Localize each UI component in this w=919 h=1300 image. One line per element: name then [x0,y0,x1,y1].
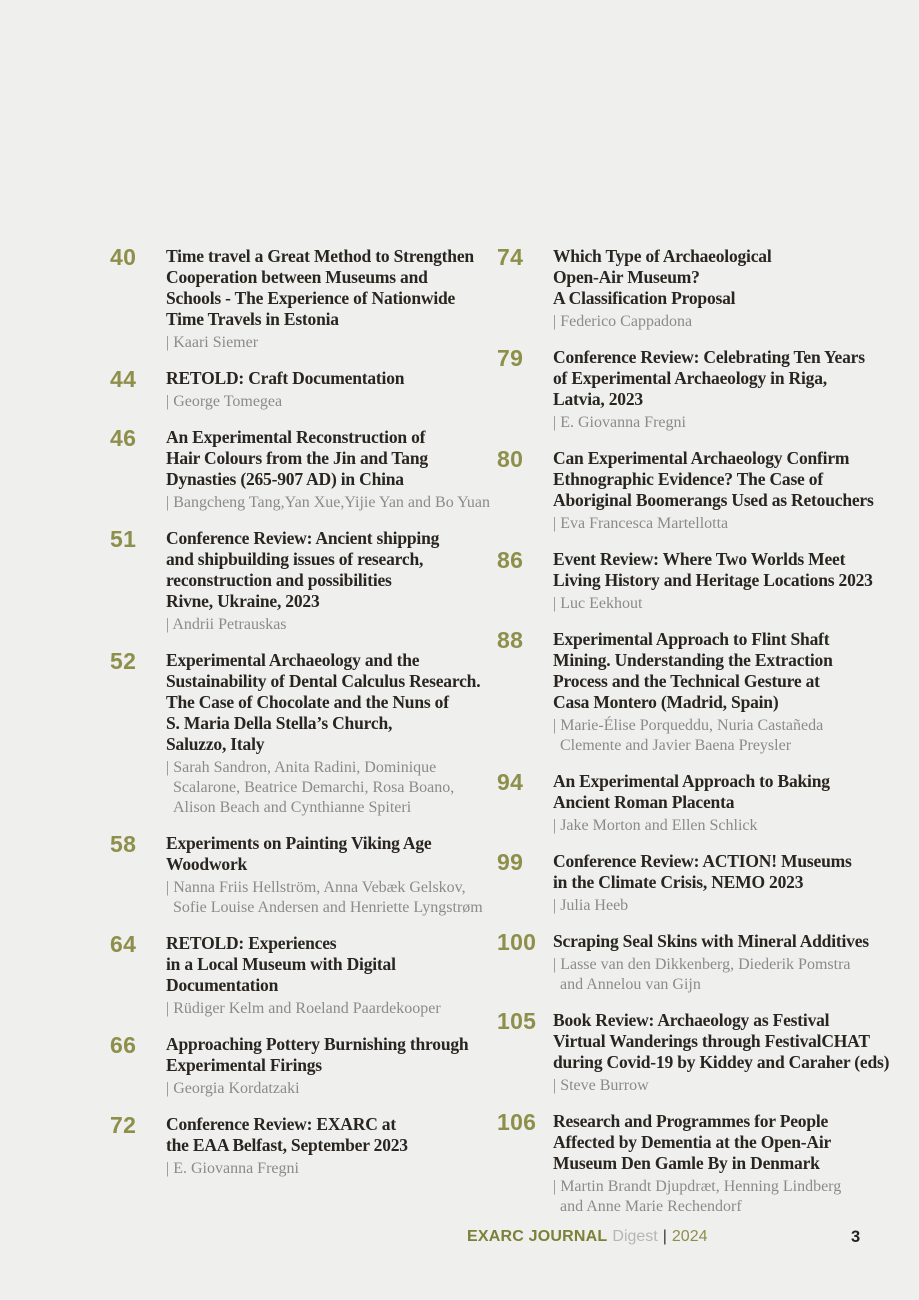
toc-entry-authors: | E. Giovanna Fregni [166,1160,299,1177]
toc-entry-page-number[interactable]: 86 [497,547,524,573]
toc-entry [110,1034,497,1099]
toc-entry [497,851,911,916]
toc-entry [497,1010,911,1096]
toc-entry-authors: | Rüdiger Kelm and Roeland Paardekooper [166,1000,441,1017]
toc-entry-page-number[interactable]: 100 [497,929,537,955]
toc-entry-body [553,1111,911,1217]
toc-entry-body [553,1010,911,1096]
toc-entry-body [166,933,497,1019]
toc-entry [497,1111,911,1217]
toc-entry-authors: | Jake Morton and Ellen Schlick [553,817,758,834]
toc-entry-authors: | Martin Brandt Djupdræt, Henning Lindberg and Anne Marie Rechendorf [553,1178,842,1215]
toc-entry-body [553,549,911,614]
toc-entry-body [166,1034,497,1099]
toc-entry [497,246,911,332]
toc-entry-title[interactable]: Can Experimental Archaeology Confirm Ethnographic Evidence? The Case of Aboriginal Boomerangs Used as Retouchers [553,448,874,510]
journal-name: EXARC JOURNAL [467,1228,608,1245]
toc-entry-body [553,246,911,332]
toc-entry-page-number[interactable]: 51 [110,526,137,552]
toc-entry-authors: | Georgia Kordatzaki [166,1080,300,1097]
toc-entry-title[interactable]: Scraping Seal Skins with Mineral Additives [553,931,869,951]
toc-entry-page-number[interactable]: 79 [497,345,524,371]
toc-entry [497,629,911,756]
footer-journal-line [467,1228,708,1246]
toc-entry-title[interactable]: Conference Review: Ancient shipping and shipbuilding issues of research, reconstruction and possibilities Rivne, Ukraine, 2023 [166,528,440,611]
toc-entry-authors: | Nanna Friis Hellström, Anna Vebæk Gelskov, Sofie Louise Andersen and Henriette Lyngstrøm [166,879,483,916]
toc-entry-authors: | Andrii Petrauskas [166,616,287,633]
toc-entry-title[interactable]: Conference Review: ACTION! Museums in the Climate Crisis, NEMO 2023 [553,851,852,892]
toc-entry-title[interactable]: Time travel a Great Method to Strengthen Cooperation between Museums and Schools - The Experience of Nationwide Time Travels in Estonia [166,246,474,329]
toc-entry [497,771,911,836]
toc-entry-title[interactable]: Experimental Approach to Flint Shaft Mining. Understanding the Extraction Process and the Technical Gesture at Casa Montero (Madrid, Spain) [553,629,833,712]
toc-entry-title[interactable]: RETOLD: Experiences in a Local Museum with Digital Documentation [166,933,396,995]
toc-entry-page-number[interactable]: 94 [497,769,524,795]
toc-entry [497,347,911,433]
journal-edition: Digest [612,1228,658,1245]
toc-entry [110,833,497,918]
page-number: 3 [851,1228,861,1246]
toc-entry-authors: | Eva Francesca Martellotta [553,515,729,532]
toc-entry-authors: | E. Giovanna Fregni [553,414,686,431]
toc-entry-body [166,368,497,412]
toc-entry-body [553,931,911,995]
toc-entry-page-number[interactable]: 99 [497,849,524,875]
toc-entry-page-number[interactable]: 106 [497,1109,537,1135]
toc-entry-body [166,650,497,818]
journal-year: 2024 [671,1228,708,1245]
toc-entry-authors: | Sarah Sandron, Anita Radini, Dominique Scalarone, Beatrice Demarchi, Rosa Boano, Alison Beach and Cynthianne Spiteri [166,759,455,816]
toc-entry [110,933,497,1019]
toc-entry-body [166,833,497,918]
toc-entry-title[interactable]: Conference Review: EXARC at the EAA Belfast, September 2023 [166,1114,408,1155]
toc-entry-body [553,629,911,756]
footer-separator: | [662,1228,667,1245]
toc-entry-body [166,528,497,635]
toc-entry-page-number[interactable]: 64 [110,931,137,957]
toc-entry-page-number[interactable]: 46 [110,425,137,451]
toc-entry [110,528,497,635]
toc-entry-authors: | Marie-Élise Porqueddu, Nuria Castañeda Clemente and Javier Baena Preysler [553,717,824,754]
toc-entry-page-number[interactable]: 44 [110,366,137,392]
toc-entry-page-number[interactable]: 74 [497,244,524,270]
toc-entry [110,650,497,818]
toc-entry-authors: | Federico Cappadona [553,313,693,330]
toc-entry [110,427,497,513]
toc-entry-title[interactable]: Book Review: Archaeology as Festival Virtual Wanderings through FestivalCHAT during Covid-19 by Kiddey and Caraher (eds) [553,1010,890,1072]
toc-entry-authors: | Lasse van den Dikkenberg, Diederik Pomstra and Annelou van Gijn [553,956,851,993]
toc-entry-title[interactable]: Research and Programmes for People Affected by Dementia at the Open-Air Museum Den Gamle By in Denmark [553,1111,832,1173]
toc-entry-authors: | George Tomegea [166,393,283,410]
toc-entry-body [553,771,911,836]
toc-entry-title[interactable]: RETOLD: Craft Documentation [166,368,405,388]
toc-entry-body [553,448,911,534]
toc-entry-page-number[interactable]: 66 [110,1032,137,1058]
toc-entry-title[interactable]: Conference Review: Celebrating Ten Years of Experimental Archaeology in Riga, Latvia, 2023 [553,347,865,409]
toc-entry-body [166,1114,497,1179]
toc-entry-page-number[interactable]: 52 [110,648,137,674]
toc-entry-authors: | Steve Burrow [553,1077,649,1094]
toc-column-left [110,246,497,1194]
toc-entry-authors: | Bangcheng Tang,Yan Xue,Yijie Yan and Bo Yuan [166,494,490,511]
toc-entry-page-number[interactable]: 58 [110,831,137,857]
toc-column-right [497,246,911,1232]
toc-entry-title[interactable]: An Experimental Reconstruction of Hair Colours from the Jin and Tang Dynasties (265-907 AD) in China [166,427,428,489]
toc-entry [110,246,497,353]
toc-entry [497,549,911,614]
toc-entry-body [553,851,911,916]
toc-entry-page-number[interactable]: 80 [497,446,524,472]
toc-entry-authors: | Julia Heeb [553,897,629,914]
toc-entry-authors: | Kaari Siemer [166,334,259,351]
toc-entry-title[interactable]: Approaching Pottery Burnishing through Experimental Firings [166,1034,469,1075]
toc-entry-title[interactable]: Experimental Archaeology and the Sustainability of Dental Calculus Research. The Case of Chocolate and the Nuns of S. Maria Della Stella’s Church, Saluzzo, Italy [166,650,481,754]
toc-entry-body [166,427,497,513]
toc-entry [497,448,911,534]
toc-entry-body [166,246,497,353]
toc-entry-title[interactable]: Which Type of Archaeological Open-Air Museum? A Classification Proposal [553,246,772,308]
toc-entry-authors: | Luc Eekhout [553,595,643,612]
toc-entry-page-number[interactable]: 72 [110,1112,137,1138]
toc-entry-page-number[interactable]: 105 [497,1008,537,1034]
toc-entry-body [553,347,911,433]
toc-entry-title[interactable]: Event Review: Where Two Worlds Meet Living History and Heritage Locations 2023 [553,549,873,590]
toc-entry-title[interactable]: Experiments on Painting Viking Age Woodwork [166,833,432,874]
toc-entry [110,368,497,412]
toc-entry-page-number[interactable]: 88 [497,627,524,653]
toc-entry [110,1114,497,1179]
toc-entry-page-number[interactable]: 40 [110,244,137,270]
toc-entry-title[interactable]: An Experimental Approach to Baking Ancient Roman Placenta [553,771,830,812]
toc-entry [497,931,911,995]
